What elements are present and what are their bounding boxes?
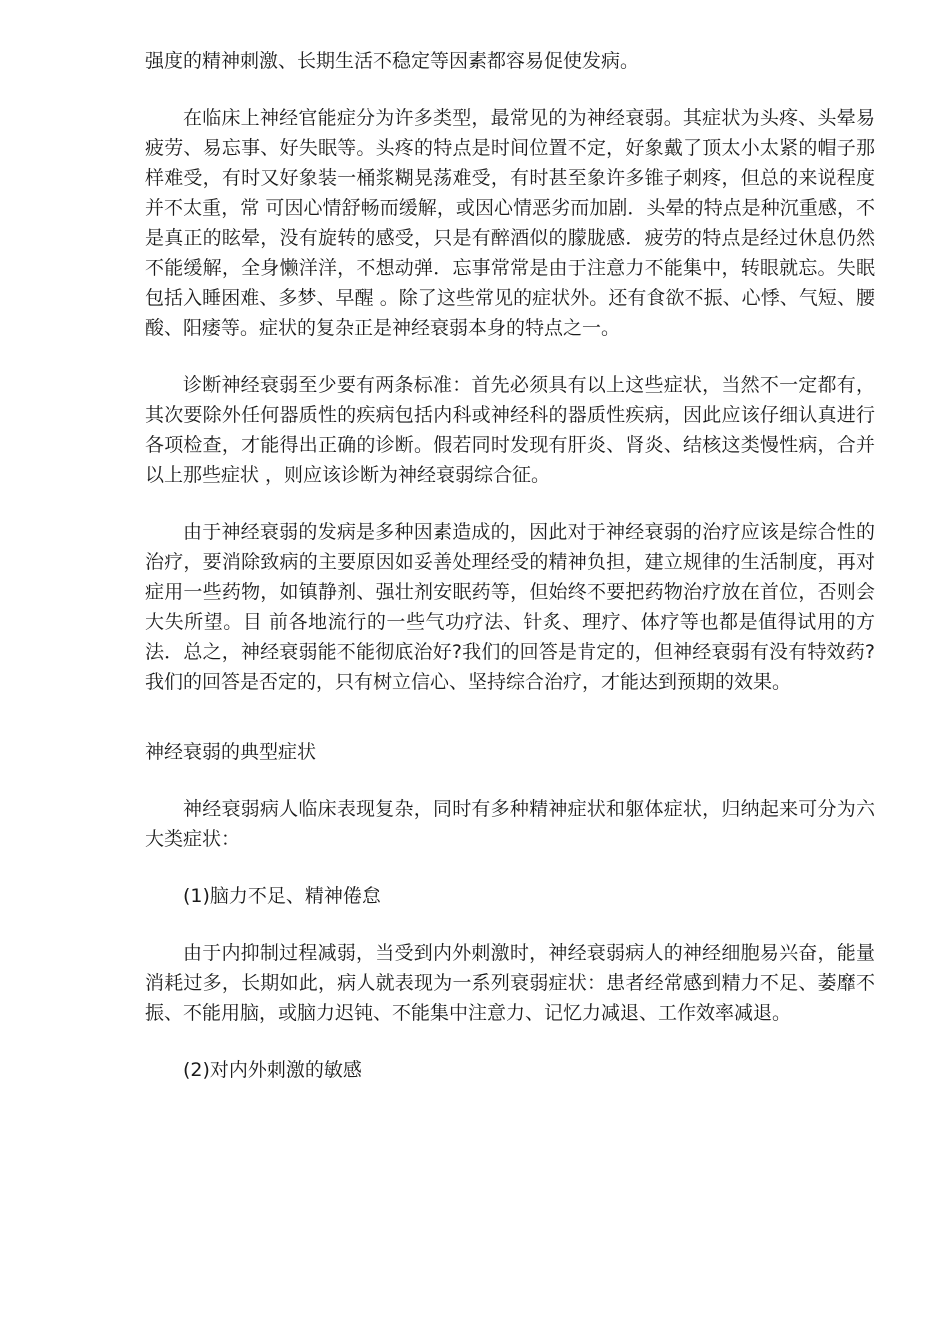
item-2-title: (2)对内外刺激的敏感 <box>183 1059 362 1081</box>
paragraph-diagnosis: 诊断神经衰弱至少要有两条标准：首先必须具有以上这些症状，当然不一定都有，其次要除外任何器质性的疾病包括内科或神经科的器质性疾病，因此应该仔细认真进行各项检查，才能得出正确的诊断。假若同时发现有肝炎、肾炎、结核这类慢性病，合并以上那些症状 ，则应该诊断为神经衰弱综合征。 <box>145 374 875 486</box>
item-1-title: (1)脑力不足、精神倦怠 <box>183 885 381 907</box>
paragraph-treatment: 由于神经衰弱的发病是多种因素造成的，因此对于神经衰弱的治疗应该是综合性的治疗，要消除致病的主要原因如妥善处理经受的精神负担，建立规律的生活制度，再对症用一些药物，如镇静剂、强壮剂安眠药等，但始终不要把药物治疗放在首位，否则会大失所望。目 前各地流行的一些气功疗法、针炙、理疗、体疗等也都是值得试用的方法．总之，神经衰弱能不能彻底治好?我们的回答是肯定的，但神经衰弱有没有特效药?我们的回答是否定的，只有树立信心、坚持综合治疗，才能达到预期的效果。 <box>145 521 875 693</box>
section-title: 神经衰弱的典型症状 <box>145 741 317 763</box>
section-intro: 神经衰弱病人临床表现复杂，同时有多种精神症状和躯体症状，归纳起来可分为六大类症状： <box>145 798 875 850</box>
paragraph-continuation: 强度的精神刺激、长期生活不稳定等因素都容易促使发病。 <box>145 50 640 72</box>
document-body <box>145 46 875 1112</box>
item-1-text: 由于内抑制过程减弱，当受到内外刺激时，神经衰弱病人的神经细胞易兴奋，能量消耗过多，长期如此，病人就表现为一系列衰弱症状：患者经常感到精力不足、萎靡不振、不能用脑，或脑力迟钝、不能集中注意力、记忆力减退、工作效率减退。 <box>145 942 875 1024</box>
paragraph-symptoms: 在临床上神经官能症分为许多类型，最常见的为神经衰弱。其症状为头疼、头晕易疲劳、易忘事、好失眠等。头疼的特点是时间位置不定，好象戴了顶太小太紧的帽子那样难受，有时又好象装一桶浆糊晃荡难受，有时甚至象许多锥子刺疼，但总的来说程度并不太重，常 可因心情舒畅而缓解，或因心情恶劣而加剧．头晕的特点是种沉重感，不是真正的眩晕，没有旋转的感受，只是有醉酒似的朦胧感．疲劳的特点是经过休息仍然不能缓解，全身懒洋洋，不想动弹．忘事常常是由于注意力不能集中，转眼就忘。失眠包括入睡困难、多梦、早醒 。除了这些常见的症状外。还有食欲不振、心悸、气短、腰酸、阳痿等。症状的复杂正是神经衰弱本身的特点之一。 <box>145 107 875 339</box>
